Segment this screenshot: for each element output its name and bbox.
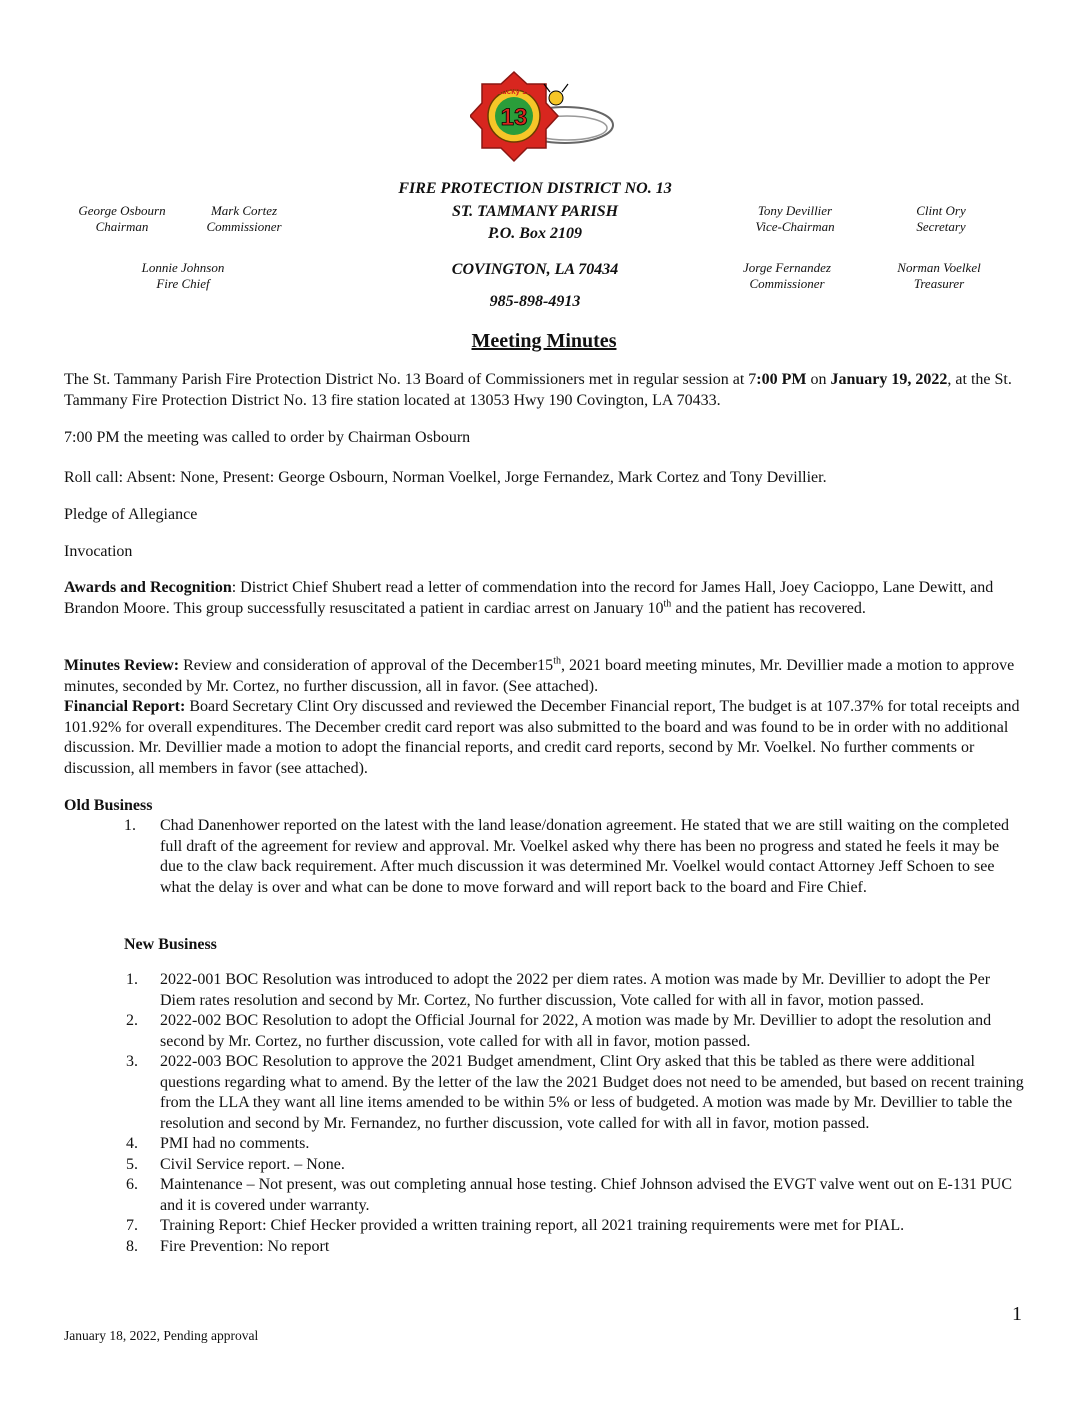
list-item: 1. Chad Danenhower reported on the latest with the land lease/donation agreement. He stated that we are still waiting on the completed full draft of the agreement for review and approval. Mr. Voelkel asked why there has been no progress and stated he feels it may be due to the claw back requirement. After much discussion it was determined Mr. Voelkel would contact Attorney Jeff Schoen to see what the delay is over and what can be done to move forward and will report back to the board and Fire Chief. — [124, 817, 1010, 896]
org-city: COVINGTON, LA 70434 — [451, 261, 619, 278]
footer-note: January 18, 2022, Pending approval — [64, 1328, 259, 1343]
officer-role: Commissioner — [749, 276, 825, 291]
officer-role: Secretary — [916, 219, 966, 234]
pledge: Pledge of Allegiance — [64, 506, 198, 523]
officer-name: Norman Voelkel — [897, 260, 981, 275]
org-name: FIRE PROTECTION DISTRICT NO. 13 — [398, 180, 672, 197]
officer-fire-chief — [108, 260, 258, 292]
officer-name: Clint Ory — [916, 203, 966, 218]
financial-label: Financial Report: — [64, 698, 186, 715]
list-item: 7. Training Report: Chief Hecker provided a written training report, all 2021 training requirements were met for PIAL. — [126, 1217, 905, 1234]
officer-name: Jorge Fernandez — [743, 260, 831, 275]
officer-commissioner — [169, 203, 319, 235]
officer-name: Tony Devillier — [757, 203, 833, 218]
org-parish: ST. TAMMANY PARISH — [451, 203, 619, 220]
officer-role: Chairman — [95, 219, 149, 234]
awards-label: Awards and Recognition — [64, 579, 232, 596]
officer-role: Fire Chief — [156, 276, 210, 291]
page-title: Meeting Minutes — [471, 330, 617, 352]
list-item: 2. 2022-002 BOC Resolution to adopt the Official Journal for 2022, A motion was made by Mr. Devillier to adopt the resolution and second by Mr. Cortez, no further discussion, vote called for with all in favor, motion passed. — [126, 1012, 992, 1050]
officer-commissioner-2 — [712, 260, 862, 292]
officer-vice-chairman — [720, 203, 870, 235]
officer-role: Vice-Chairman — [755, 219, 835, 234]
list-item: 1. 2022-001 BOC Resolution was introduced to adopt the 2022 per diem rates. A motion was made by Mr. Devillier to adopt the Per Diem rates resolution and second by Mr. Cortez, No further discussion, Vote called for with all in favor, motion passed. — [126, 971, 991, 1009]
list-item: 5. Civil Service report. – None. — [126, 1155, 345, 1173]
officer-name: George Osbourn — [78, 203, 166, 218]
list-item: 4. PMI had no comments. — [126, 1135, 310, 1152]
district-logo — [470, 70, 615, 165]
list-item: 8. Fire Prevention: No report — [126, 1237, 330, 1255]
officer-treasurer — [864, 260, 1014, 292]
svg-text:13: 13 — [500, 104, 528, 131]
invocation: Invocation — [64, 543, 133, 560]
new-business-heading: New Business — [124, 936, 217, 953]
awards-section: Awards and Recognition: District Chief Shubert read a letter of commendation into the record for James Hall, Joey Cacioppo, Lane Dewitt, and Brandon Moore. This group successfully resuscitated a patient in cardiac arrest on January 10th and the patient has recovered. — [64, 579, 994, 617]
old-business-list — [64, 816, 1024, 898]
minutes-review-section: Minutes Review: Review and consideration of approval of the December15th, 2021 board meeting minutes, Mr. Devillier made a motion to approve minutes, seconded by Mr. Cortez, no further discussion, all in favor. (See attached). Financial Report: Board Secretary Clint Ory discussed and reviewed the December Financial report, The budget is at 107.37% for total receipts and 101.92% for overall expenditures. The December credit card report was also submitted to the board and was found to be in order with no additional discussion. Mr. Devillier made a motion to adopt the financial reports, and credit card reports, second by Mr. Voelkel. No further comments or discussion, all members in favor (see attached). — [64, 655, 1020, 777]
roll-call: Roll call: Absent: None, Present: George Osbourn, Norman Voelkel, Jorge Fernandez, Mark Cortez and Tony Devillier. — [64, 469, 827, 486]
officer-name: Lonnie Johnson — [141, 260, 225, 275]
officer-role: Treasurer — [913, 276, 965, 291]
intro-paragraph: The St. Tammany Parish Fire Protection District No. 13 Board of Commissioners met in regular session at 7:00 PM on January 19, 2022, at the St. Tammany Fire Protection District No. 13 fire station located at 13053 Hwy 190 Covington, LA 70433. — [64, 371, 1012, 409]
list-item: 3. 2022-003 BOC Resolution to approve the 2021 Budget amendment, Clint Ory asked that this be tabled as there were additional questions regarding what to amend. By the letter of the law the 2021 Budget does not need to be amended, but based on recent training from the LLA they want all line items amended to be within 5% or less of budgeted. A motion was made by Mr. Devillier to table the resolution and second by Mr. Fernandez, no further discussion, vote called for with all in favor, motion passed. — [126, 1053, 1024, 1132]
list-item: 6. Maintenance – Not present, was out completing annual hose testing. Chief Johnson advised the EVGT valve went out on E-131 PUC and it is covered under warranty. — [126, 1176, 1012, 1214]
org-phone: 985-898-4913 — [489, 293, 581, 310]
new-business-list — [64, 970, 1024, 1257]
call-to-order: 7:00 PM the meeting was called to order by Chairman Osbourn — [64, 429, 471, 446]
page-number: 1 — [1012, 1303, 1022, 1325]
officer-name: Mark Cortez — [210, 203, 278, 218]
minutes-review-label: Minutes Review: — [64, 657, 180, 674]
svg-text:Lucky 13: Lucky 13 — [496, 87, 532, 96]
org-po-box: P.O. Box 2109 — [488, 225, 582, 242]
officer-role: Commissioner — [206, 219, 282, 234]
old-business-heading: Old Business — [64, 797, 153, 814]
officer-secretary — [866, 203, 1016, 235]
